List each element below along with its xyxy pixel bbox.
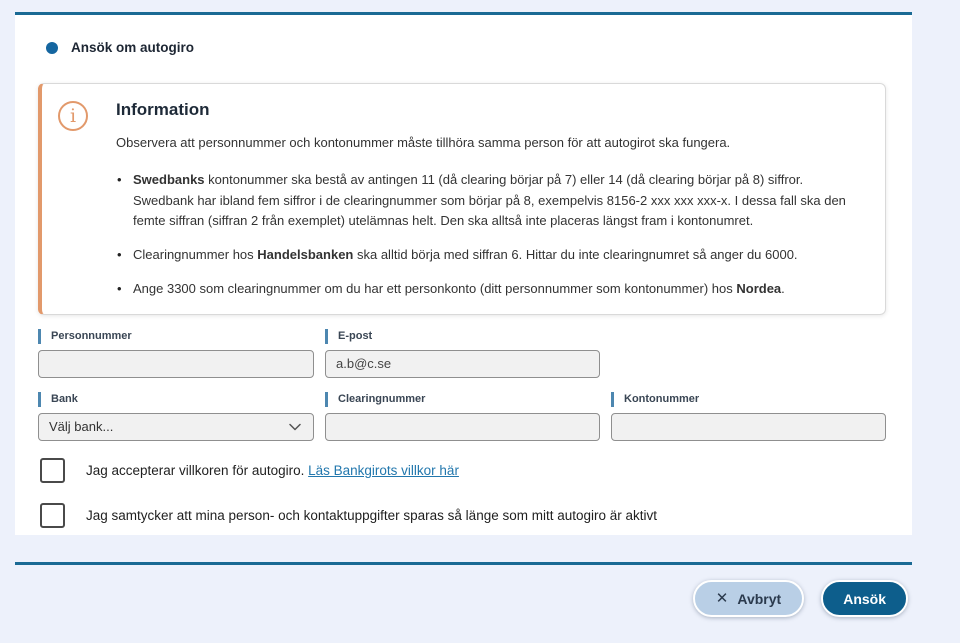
consent-checkbox-row [40,503,886,528]
info-title: Information [116,100,210,119]
kontonummer-label: Kontonummer [611,392,886,407]
clearingnummer-label: Clearingnummer [325,392,600,407]
kontonummer-input[interactable] [611,413,886,441]
bank-select-value: Välj bank... [49,419,114,435]
info-intro: Observera att personnummer och kontonummer måste tillhöra samma person för att autogirot ska fungera. [116,135,731,150]
submit-button[interactable]: Ansök [821,580,908,617]
bank-select[interactable] [38,413,314,441]
card-header [46,40,886,55]
clearingnummer-input[interactable] [325,413,600,441]
page-title: Ansök om autogiro [71,40,195,55]
epost-label: E-post [325,329,600,344]
step-bullet-icon [46,42,58,54]
info-bullet-list [116,170,865,300]
cancel-button-label: Avbryt [737,590,782,607]
info-icon-glyph: i [69,104,77,127]
field-epost [325,329,600,378]
field-bank [38,392,314,441]
epost-input[interactable] [325,350,600,378]
info-content [116,98,865,300]
consent-checkbox-label: Jag samtycker att mina person- och kontaktuppgifter sparas så länge som mitt autogiro är aktivt [86,507,658,523]
form-row-1 [38,329,886,378]
chevron-down-icon [289,423,301,431]
footer-divider [15,562,912,565]
cancel-button[interactable] [693,580,804,617]
info-bullet-item: • Swedbanks kontonummer ska bestå av antingen 11 (då clearing börjar på 7) eller 14 (då clearing börjar på 8) siffror. Swedbank har ibland fem siffror i de clearingnummer som börjar på 8, exempelvis 8156-2 xxx xxx xxx-x. I dessa fall ska den femte siffran (siffran 2 från exemplet) utelämnas helt. Den ska alltså inte placeras längst fram i kontonumret. [116,170,858,232]
terms-checkbox[interactable] [40,458,65,483]
footer-actions [693,580,908,617]
info-icon [58,101,88,131]
personnummer-input[interactable] [38,350,314,378]
field-kontonummer [611,392,886,441]
personnummer-label: Personnummer [38,329,314,344]
field-personnummer [38,329,314,378]
terms-checkbox-row [40,458,886,483]
autogiro-card [15,12,912,535]
bankgirot-terms-link[interactable]: Läs Bankgirots villkor här [308,462,459,478]
bank-label: Bank [38,392,314,407]
field-clearingnummer [325,392,600,441]
terms-text: Jag accepterar villkoren för autogiro. [86,462,309,478]
form-row-2 [38,392,886,441]
terms-checkbox-label [86,463,459,478]
close-icon: ✕ [715,590,729,607]
consent-checkbox[interactable] [40,503,65,528]
info-bullet-item: • Clearingnummer hos Handelsbanken ska alltid börja med siffran 6. Hittar du inte clearingnumret så anger du 6000. [116,245,858,266]
info-box [38,83,886,315]
info-bullet-item: • Ange 3300 som clearingnummer om du har ett personkonto (ditt personnummer som kontonummer) hos Nordea. [116,279,858,300]
